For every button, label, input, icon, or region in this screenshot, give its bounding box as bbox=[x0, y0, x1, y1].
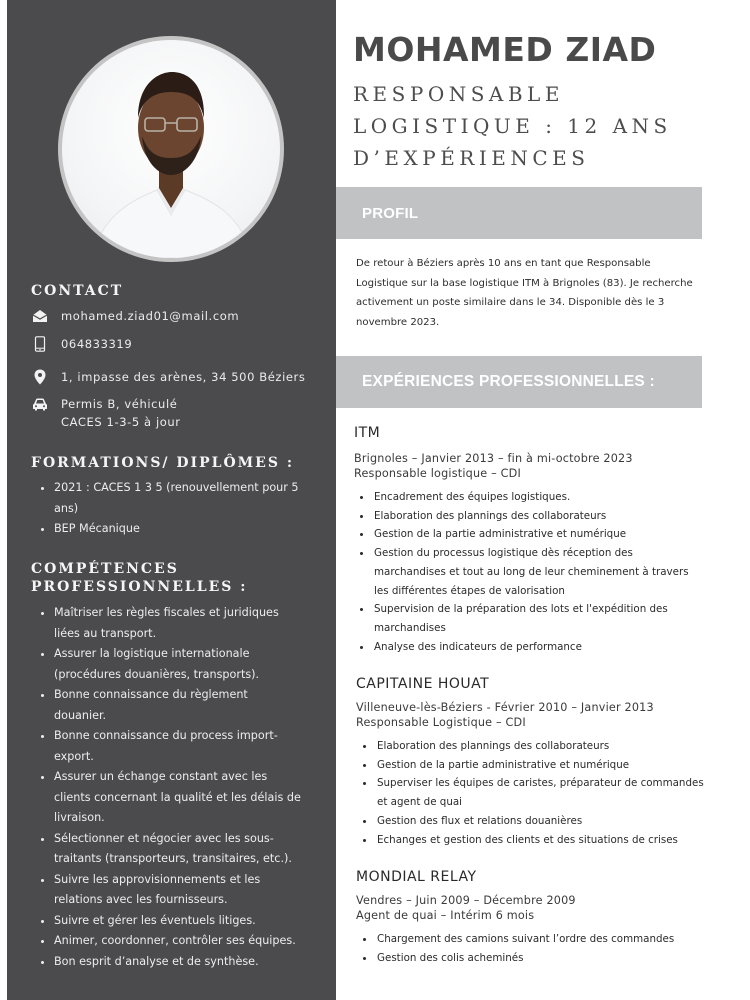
list-item: Encadrement des équipes logistiques. bbox=[354, 488, 704, 507]
job-position: Agent de quai – Intérim 6 mois bbox=[356, 909, 535, 922]
competences-heading bbox=[31, 560, 247, 596]
competences-heading-line-1: COMPÉTENCES bbox=[31, 561, 179, 577]
job-position: Responsable Logistique – CDI bbox=[356, 716, 526, 729]
job-meta bbox=[354, 451, 714, 481]
list-item: Supervision de la préparation des lots et l'expédition des marchandises bbox=[354, 600, 704, 637]
list-item: Bonne connaissance du règlement douanier. bbox=[31, 685, 301, 726]
job-tasks bbox=[357, 737, 707, 849]
contact-email[interactable] bbox=[31, 307, 239, 325]
job-tasks bbox=[357, 930, 707, 967]
list-item: Assurer la logistique internationale (procédures douanières, transports). bbox=[31, 644, 301, 685]
list-item: Gestion du processus logistique dès réception des marchandises et tout au long de leur cheminement à travers les différentes étapes de valorisation bbox=[354, 544, 704, 600]
job-meta bbox=[356, 893, 716, 923]
headline-line-1: RESPONSABLE bbox=[353, 82, 564, 106]
profil-text: De retour à Béziers après 10 ans en tant que Responsable Logistique sur la base logistique ITM à Brignoles (83). Je recherche activement un poste similaire dans le 34. Disponible dès le 3 novembre 2023. bbox=[356, 258, 693, 328]
contact-phone[interactable] bbox=[31, 335, 132, 353]
competences-heading-line-2: PROFESSIONNELLES : bbox=[31, 579, 248, 595]
phone-text: 064833319 bbox=[61, 337, 133, 351]
list-item: Gestion de la partie administrative et numérique bbox=[354, 525, 704, 544]
profile-photo-frame bbox=[58, 36, 284, 262]
job-meta bbox=[356, 700, 716, 730]
formations-list bbox=[31, 478, 311, 540]
license-text bbox=[61, 395, 181, 431]
list-item: Gestion des colis acheminés bbox=[357, 949, 707, 968]
list-item: Elaboration des plannings des collaborateurs bbox=[357, 737, 707, 756]
job-tasks bbox=[354, 488, 704, 656]
address-text: 1, impasse des arènes, 34 500 Béziers bbox=[61, 370, 306, 384]
profil-section-bar bbox=[336, 187, 702, 239]
job-location-dates: Villeneuve-lès-Béziers - Février 2010 – Janvier 2013 bbox=[356, 701, 654, 714]
formations-heading: FORMATIONS/ DIPLÔMES : bbox=[31, 455, 294, 471]
contact-address bbox=[31, 368, 305, 386]
experiences-section-bar bbox=[336, 356, 702, 408]
profil-heading: PROFIL bbox=[362, 204, 419, 222]
list-item: Chargement des camions suivant l’ordre des commandes bbox=[357, 930, 707, 949]
list-item: Bon esprit d’analyse et de synthèse. bbox=[31, 952, 301, 973]
job-position: Responsable logistique – CDI bbox=[354, 467, 521, 480]
list-item: Analyse des indicateurs de performance bbox=[354, 638, 704, 657]
headline-line-2: LOGISTIQUE : 12 ANS bbox=[353, 114, 672, 138]
candidate-name: MOHAMED ZIAD bbox=[353, 30, 657, 69]
job-location-dates: Brignoles – Janvier 2013 – fin à mi-octobre 2023 bbox=[354, 452, 633, 465]
email-text: mohamed.ziad01@mail.com bbox=[61, 309, 240, 323]
list-item: Gestion des flux et relations douanières bbox=[357, 812, 707, 831]
list-item: Suivre et gérer les éventuels litiges. bbox=[31, 911, 301, 932]
envelope-icon bbox=[31, 307, 49, 325]
list-item: Suivre les approvisionnements et les relations avec les fournisseurs. bbox=[31, 870, 301, 911]
car-icon bbox=[31, 395, 49, 413]
list-item: Assurer un échange constant avec les clients concernant la qualité et les délais de livraison. bbox=[31, 767, 301, 829]
experiences-heading: EXPÉRIENCES PROFESSIONNELLES : bbox=[362, 373, 655, 390]
profile-photo bbox=[62, 40, 280, 258]
person-portrait-icon bbox=[62, 40, 280, 258]
job-location-dates: Vendres – Juin 2009 – Décembre 2009 bbox=[356, 894, 576, 907]
list-item: Bonne connaissance du process import-export. bbox=[31, 726, 301, 767]
sidebar bbox=[7, 0, 336, 1000]
license-line-2: CACES 1-3-5 à jour bbox=[61, 415, 181, 429]
list-item: 2021 : CACES 1 3 5 (renouvellement pour 5 ans) bbox=[31, 478, 311, 519]
headline-line-3: D’EXPÉRIENCES bbox=[353, 146, 590, 170]
job-company: CAPITAINE HOUAT bbox=[356, 676, 490, 692]
list-item: Maîtriser les règles fiscales et juridiques liées au transport. bbox=[31, 603, 301, 644]
list-item: Gestion de la partie administrative et numérique bbox=[357, 756, 707, 775]
list-item: Sélectionner et négocier avec les sous-traitants (transporteurs, transitaires, etc.). bbox=[31, 829, 301, 870]
list-item: Superviser les équipes de caristes, préparateur de commandes et agent de quai bbox=[357, 774, 707, 811]
list-item: Animer, coordonner, contrôler ses équipes. bbox=[31, 931, 301, 952]
list-item: BEP Mécanique bbox=[31, 519, 311, 540]
contact-license bbox=[31, 395, 181, 431]
contact-heading: CONTACT bbox=[31, 283, 124, 299]
license-line-1: Permis B, véhiculé bbox=[61, 397, 178, 411]
location-pin-icon bbox=[31, 368, 49, 386]
job-headline bbox=[353, 78, 693, 174]
job-company: ITM bbox=[354, 425, 381, 441]
job-company: MONDIAL RELAY bbox=[356, 869, 477, 885]
phone-icon bbox=[31, 335, 49, 353]
list-item: Elaboration des plannings des collaborateurs bbox=[354, 507, 704, 526]
list-item: Echanges et gestion des clients et des situations de crises bbox=[357, 831, 707, 850]
competences-list bbox=[31, 603, 301, 972]
